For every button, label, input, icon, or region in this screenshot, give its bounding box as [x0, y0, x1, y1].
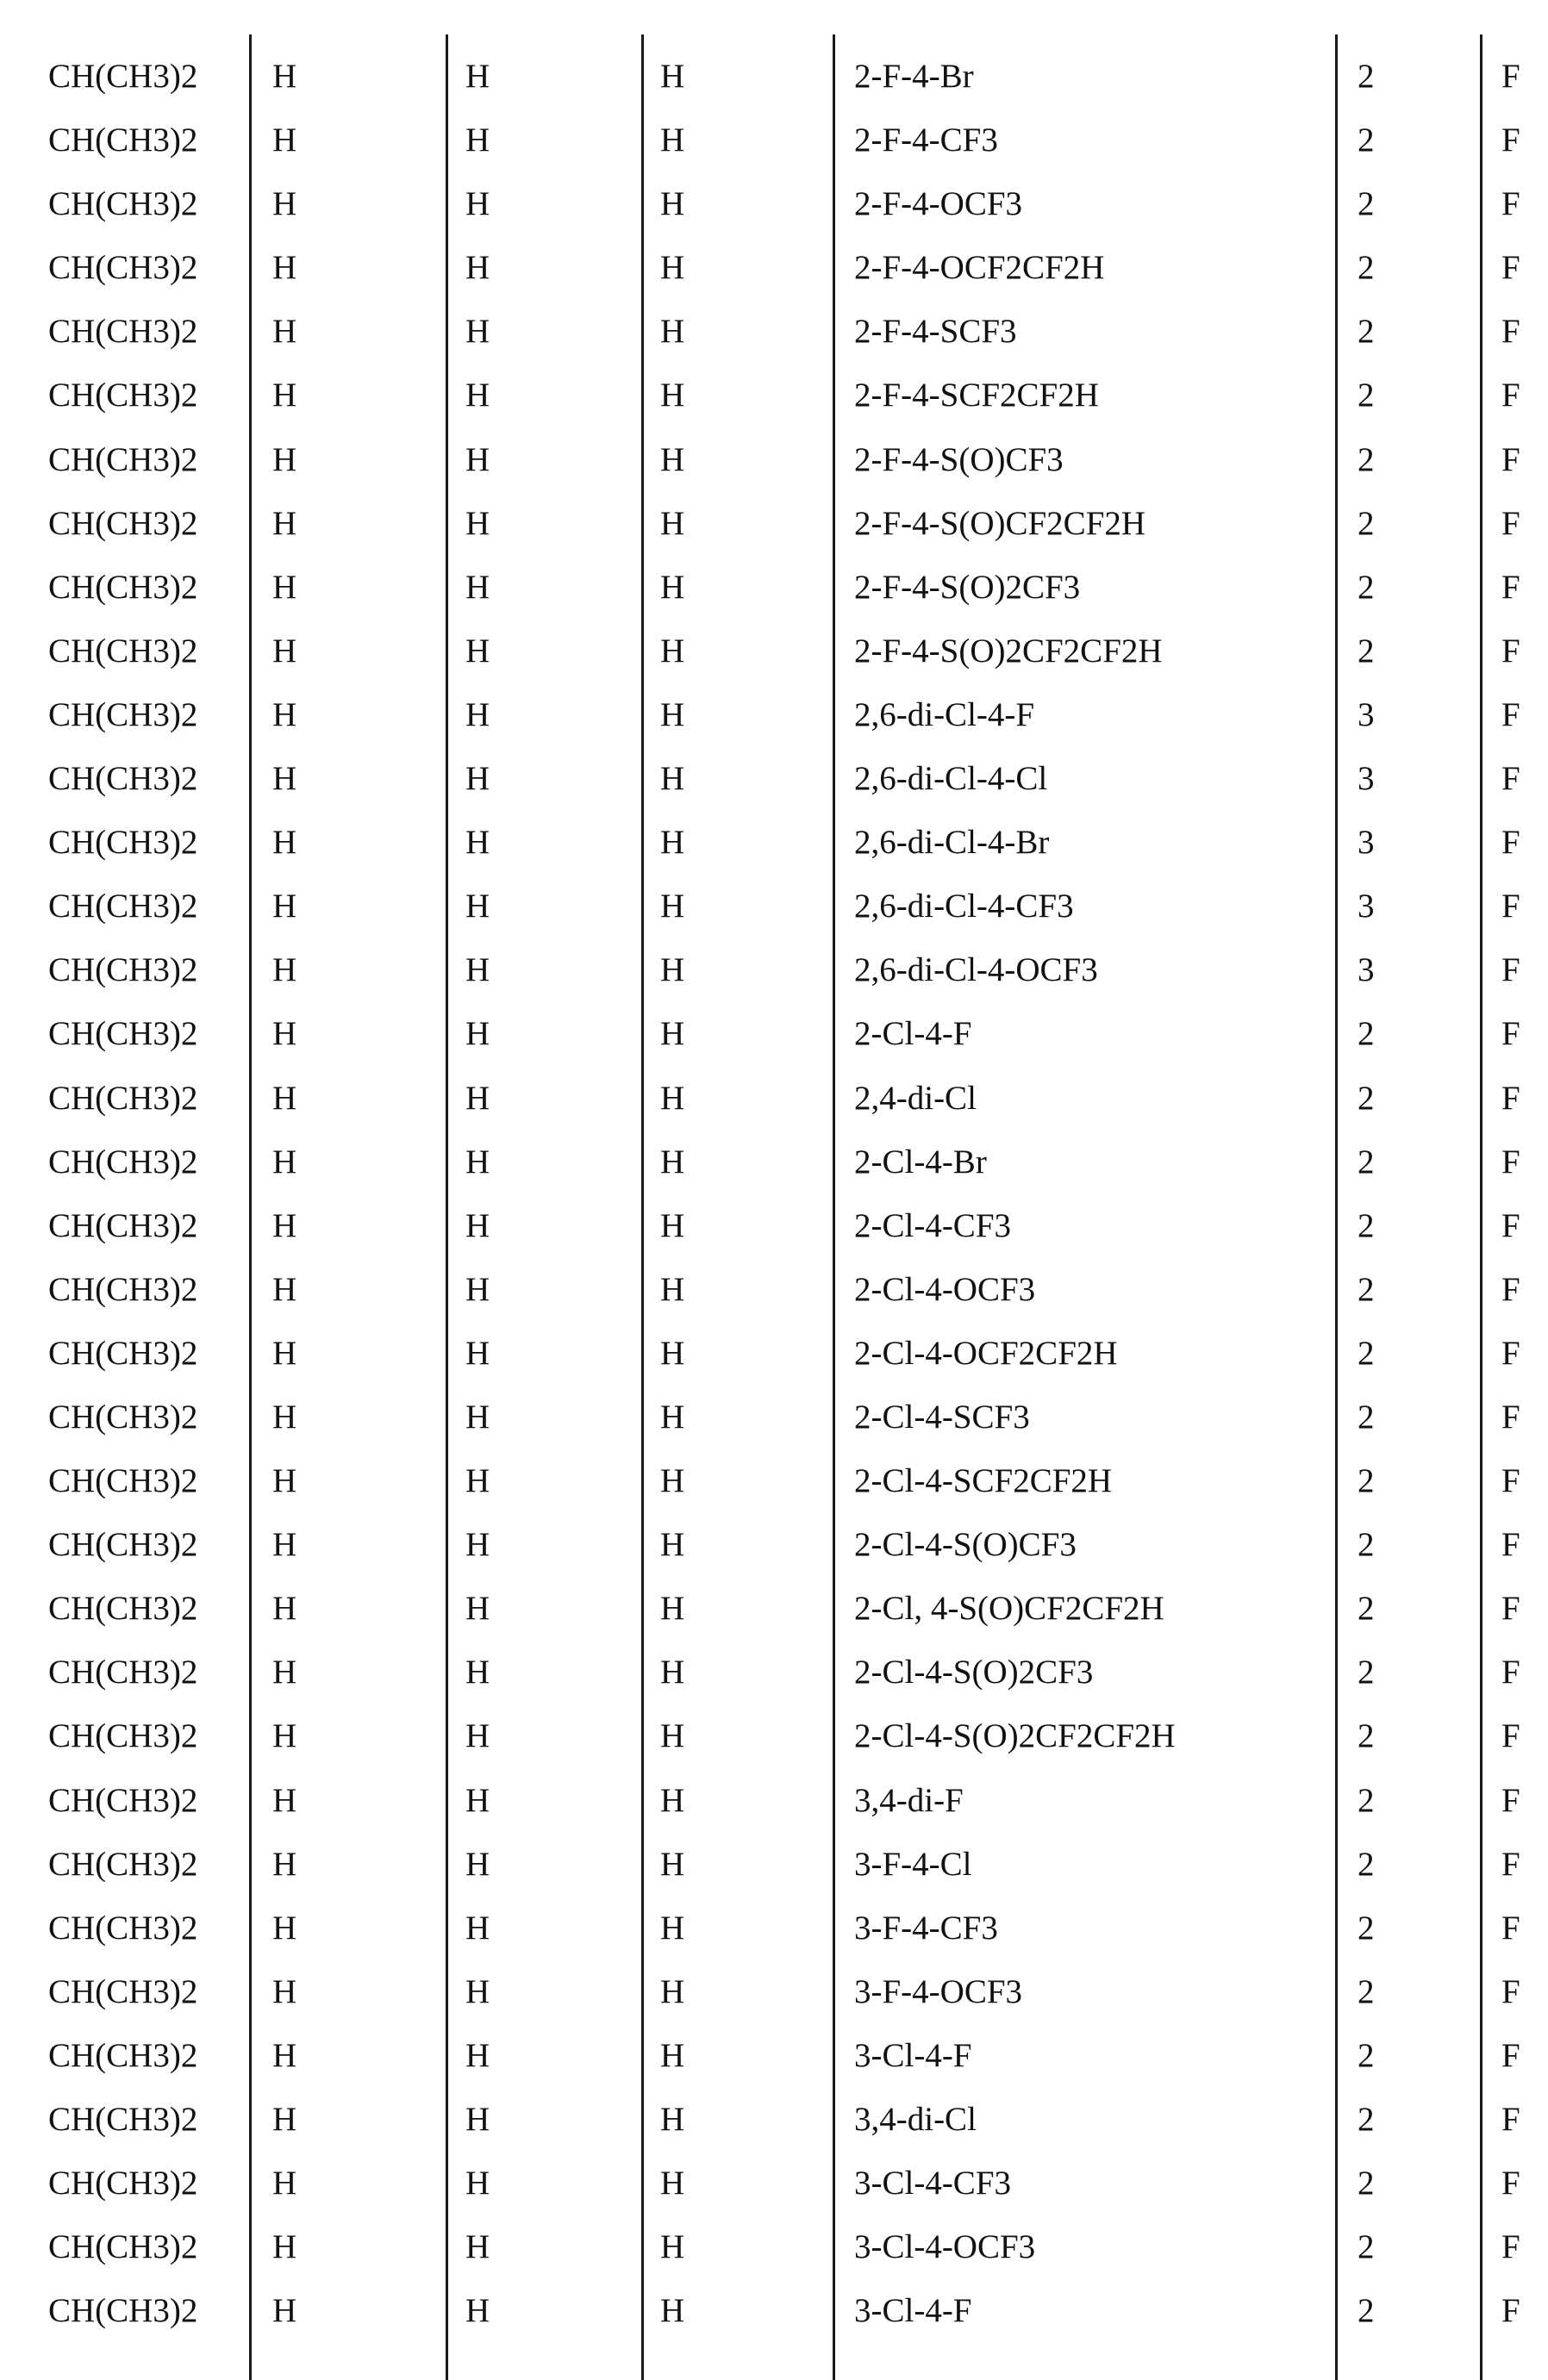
table-cell: H [272, 1513, 296, 1577]
table-row [0, 1258, 1548, 1322]
table-cell: CH(CH3)2 [48, 1513, 197, 1577]
table-cell: CH(CH3)2 [48, 1131, 197, 1194]
table-cell: H [660, 1897, 684, 1960]
table-cell: 2-Cl-4-SCF3 [854, 1386, 1030, 1449]
table-cell: H [465, 875, 490, 938]
table-cell: CH(CH3)2 [48, 1322, 197, 1386]
table-cell: 2 [1358, 1897, 1375, 1960]
table-cell: 2 [1358, 556, 1375, 620]
table-cell: H [465, 1897, 490, 1960]
table-cell: 2 [1358, 1833, 1375, 1897]
table-cell: CH(CH3)2 [48, 1641, 197, 1704]
table-cell: F [1501, 1960, 1520, 2024]
table-cell: 3-Cl-4-F [854, 2024, 972, 2088]
table-cell: CH(CH3)2 [48, 492, 197, 556]
table-cell: H [272, 236, 296, 300]
table-cell: CH(CH3)2 [48, 1704, 197, 1768]
table-cell: H [465, 428, 490, 492]
table-cell: 3-Cl-4-OCF3 [854, 2215, 1035, 2279]
table-row [0, 875, 1548, 938]
table-cell: F [1501, 2024, 1520, 2088]
table-row [0, 747, 1548, 811]
table-cell: CH(CH3)2 [48, 1897, 197, 1960]
table-cell: H [272, 1897, 296, 1960]
table-cell: F [1501, 938, 1520, 1002]
table-cell: 2 [1358, 620, 1375, 683]
table-row [0, 620, 1548, 683]
table-cell: 2-F-4-S(O)2CF3 [854, 556, 1080, 620]
table-cell: H [272, 2215, 296, 2279]
table-cell: H [465, 2215, 490, 2279]
table-cell: CH(CH3)2 [48, 1449, 197, 1513]
table-cell: 2,6-di-Cl-4-Cl [854, 747, 1047, 811]
table-cell: F [1501, 45, 1520, 109]
table-cell: H [465, 172, 490, 236]
table-cell: F [1501, 1577, 1520, 1641]
table-cell: H [660, 2279, 684, 2343]
table-cell: 2-F-4-Br [854, 45, 974, 109]
table-cell: F [1501, 300, 1520, 364]
table-cell: F [1501, 1769, 1520, 1833]
table-row [0, 1577, 1548, 1641]
table-row [0, 1002, 1548, 1066]
table-cell: 3-Cl-4-CF3 [854, 2152, 1011, 2215]
table-cell: H [272, 1258, 296, 1322]
table-cell: 2 [1358, 236, 1375, 300]
table-cell: H [272, 938, 296, 1002]
table-cell: F [1501, 1386, 1520, 1449]
table-cell: 2-F-4-OCF3 [854, 172, 1022, 236]
table-row [0, 1513, 1548, 1577]
table-cell: H [272, 875, 296, 938]
table-row [0, 938, 1548, 1002]
table-cell: 2 [1358, 1704, 1375, 1768]
table-cell: 2-F-4-SCF2CF2H [854, 364, 1099, 427]
table-cell: 2 [1358, 1067, 1375, 1131]
table-cell: F [1501, 1002, 1520, 1066]
table-cell: 3-F-4-Cl [854, 1833, 972, 1897]
table-cell: H [465, 1704, 490, 1768]
table-row [0, 45, 1548, 109]
table-cell: H [660, 2215, 684, 2279]
table-cell: H [660, 1960, 684, 2024]
table-cell: F [1501, 364, 1520, 427]
table-cell: H [465, 2088, 490, 2152]
table-cell: 2 [1358, 2279, 1375, 2343]
table-cell: F [1501, 1704, 1520, 1768]
table-cell: F [1501, 1449, 1520, 1513]
table-cell: 2 [1358, 172, 1375, 236]
table-cell: H [660, 1449, 684, 1513]
table-cell: F [1501, 875, 1520, 938]
table-cell: 2 [1358, 1960, 1375, 2024]
table-cell: 2,6-di-Cl-4-OCF3 [854, 938, 1098, 1002]
table-cell: H [272, 1002, 296, 1066]
table-cell: F [1501, 236, 1520, 300]
table-cell: 2 [1358, 428, 1375, 492]
table-cell: F [1501, 1641, 1520, 1704]
table-cell: 2 [1358, 1131, 1375, 1194]
table-cell: 3,4-di-F [854, 1769, 964, 1833]
table-row [0, 364, 1548, 427]
table-cell: 2-Cl-4-CF3 [854, 1194, 1011, 1258]
table-row [0, 556, 1548, 620]
table-cell: H [660, 172, 684, 236]
table-cell: H [465, 1513, 490, 1577]
table-cell: H [465, 1769, 490, 1833]
table-cell: H [660, 2024, 684, 2088]
table-cell: H [465, 2279, 490, 2343]
table-cell: 2 [1358, 1449, 1375, 1513]
table-cell: 3 [1358, 747, 1375, 811]
table-row [0, 236, 1548, 300]
table-row [0, 172, 1548, 236]
table-cell: H [660, 2152, 684, 2215]
table-cell: H [272, 2279, 296, 2343]
table-row [0, 109, 1548, 172]
table-cell: CH(CH3)2 [48, 364, 197, 427]
table-cell: H [465, 683, 490, 747]
table-cell: H [465, 1960, 490, 2024]
table-cell: CH(CH3)2 [48, 1194, 197, 1258]
table-cell: 2 [1358, 2152, 1375, 2215]
table-cell: H [272, 747, 296, 811]
table-cell: CH(CH3)2 [48, 2152, 197, 2215]
table-cell: F [1501, 172, 1520, 236]
table-row [0, 1769, 1548, 1833]
table-cell: H [660, 300, 684, 364]
table-cell: 2-F-4-CF3 [854, 109, 998, 172]
table-cell: H [465, 1449, 490, 1513]
table-cell: CH(CH3)2 [48, 811, 197, 875]
table-cell: 2-F-4-S(O)CF2CF2H [854, 492, 1145, 556]
table-cell: 2 [1358, 1641, 1375, 1704]
table-cell: H [465, 109, 490, 172]
table-cell: H [660, 1131, 684, 1194]
table-cell: 2 [1358, 45, 1375, 109]
table-row [0, 2088, 1548, 2152]
table-cell: F [1501, 1258, 1520, 1322]
table-row [0, 2152, 1548, 2215]
table-cell: H [660, 45, 684, 109]
table-cell: F [1501, 109, 1520, 172]
table-cell: 2-Cl-4-S(O)2CF2CF2H [854, 1704, 1176, 1768]
table-cell: H [465, 1641, 490, 1704]
table-row [0, 1833, 1548, 1897]
table-cell: H [660, 1577, 684, 1641]
table-cell: F [1501, 1833, 1520, 1897]
table-cell: 2 [1358, 364, 1375, 427]
table-cell: 2-Cl-4-F [854, 1002, 972, 1066]
table-cell: H [465, 1577, 490, 1641]
table-cell: F [1501, 428, 1520, 492]
table-cell: CH(CH3)2 [48, 938, 197, 1002]
table-cell: 2-F-4-S(O)CF3 [854, 428, 1064, 492]
table-cell: H [660, 1704, 684, 1768]
table-cell: H [272, 2152, 296, 2215]
table-cell: F [1501, 811, 1520, 875]
table-cell: 3-F-4-CF3 [854, 1897, 998, 1960]
table-cell: H [272, 1131, 296, 1194]
table-row [0, 683, 1548, 747]
table-cell: H [272, 1194, 296, 1258]
table-row [0, 492, 1548, 556]
table-row [0, 1449, 1548, 1513]
table-cell: CH(CH3)2 [48, 428, 197, 492]
table-cell: CH(CH3)2 [48, 45, 197, 109]
table-cell: F [1501, 556, 1520, 620]
table-cell: CH(CH3)2 [48, 2024, 197, 2088]
table-cell: H [465, 811, 490, 875]
table-cell: H [465, 1067, 490, 1131]
table-cell: H [272, 300, 296, 364]
table-cell: CH(CH3)2 [48, 620, 197, 683]
table-cell: H [272, 1577, 296, 1641]
table-cell: CH(CH3)2 [48, 875, 197, 938]
table-cell: H [465, 2024, 490, 2088]
table-cell: H [660, 683, 684, 747]
table-cell: H [272, 2024, 296, 2088]
table-cell: CH(CH3)2 [48, 2279, 197, 2343]
table-cell: CH(CH3)2 [48, 300, 197, 364]
table-cell: 2 [1358, 1002, 1375, 1066]
table-cell: H [465, 938, 490, 1002]
table-row [0, 1897, 1548, 1960]
table-cell: CH(CH3)2 [48, 1067, 197, 1131]
table-cell: 2 [1358, 1386, 1375, 1449]
table-cell: H [465, 1258, 490, 1322]
table-row [0, 1322, 1548, 1386]
table-cell: 2 [1358, 1577, 1375, 1641]
table-cell: H [465, 747, 490, 811]
table-cell: H [465, 300, 490, 364]
table-cell: CH(CH3)2 [48, 556, 197, 620]
table-cell: 2 [1358, 109, 1375, 172]
table-cell: H [272, 811, 296, 875]
table-cell: CH(CH3)2 [48, 236, 197, 300]
table-cell: CH(CH3)2 [48, 1769, 197, 1833]
table-cell: H [272, 1322, 296, 1386]
table-cell: H [272, 172, 296, 236]
table-cell: H [465, 1194, 490, 1258]
table-cell: 2 [1358, 1322, 1375, 1386]
table-cell: 2 [1358, 1194, 1375, 1258]
table-cell: F [1501, 1131, 1520, 1194]
table-cell: H [272, 2088, 296, 2152]
table-row [0, 2279, 1548, 2343]
table-cell: H [660, 1513, 684, 1577]
table-cell: F [1501, 1513, 1520, 1577]
table-cell: CH(CH3)2 [48, 2088, 197, 2152]
table-cell: H [465, 1322, 490, 1386]
table-cell: H [465, 556, 490, 620]
table-cell: H [465, 1833, 490, 1897]
table-row [0, 428, 1548, 492]
table-cell: CH(CH3)2 [48, 747, 197, 811]
table-cell: F [1501, 1067, 1520, 1131]
table-cell: H [660, 875, 684, 938]
table-cell: H [272, 1641, 296, 1704]
table-cell: CH(CH3)2 [48, 2215, 197, 2279]
table-cell: 2,6-di-Cl-4-Br [854, 811, 1049, 875]
table-cell: H [465, 1386, 490, 1449]
table-cell: 3 [1358, 811, 1375, 875]
table-cell: F [1501, 683, 1520, 747]
table-row [0, 811, 1548, 875]
table-cell: 2-F-4-SCF3 [854, 300, 1017, 364]
table-cell: H [660, 938, 684, 1002]
table-cell: 2-Cl-4-OCF3 [854, 1258, 1035, 1322]
table-cell: 2-Cl-4-S(O)2CF3 [854, 1641, 1093, 1704]
table-cell: 2,6-di-Cl-4-F [854, 683, 1034, 747]
table-row [0, 1067, 1548, 1131]
table-cell: H [272, 1704, 296, 1768]
table-cell: CH(CH3)2 [48, 1002, 197, 1066]
table-cell: 2 [1358, 492, 1375, 556]
table-cell: H [660, 236, 684, 300]
table-cell: H [272, 1769, 296, 1833]
table-cell: H [272, 556, 296, 620]
table-cell: 3-F-4-OCF3 [854, 1960, 1022, 2024]
table-cell: H [272, 1067, 296, 1131]
table-cell: F [1501, 1322, 1520, 1386]
table-cell: H [660, 1002, 684, 1066]
table-cell: 2-Cl-4-S(O)CF3 [854, 1513, 1077, 1577]
table-cell: H [465, 492, 490, 556]
table-cell: H [660, 492, 684, 556]
table-cell: H [660, 811, 684, 875]
table-cell: 2-Cl-4-SCF2CF2H [854, 1449, 1112, 1513]
table-cell: H [465, 364, 490, 427]
table-cell: H [660, 1769, 684, 1833]
table-cell: H [272, 1386, 296, 1449]
table-cell: 2-Cl-4-Br [854, 1131, 987, 1194]
table-cell: F [1501, 620, 1520, 683]
table-cell: 2 [1358, 2215, 1375, 2279]
table-cell: 2 [1358, 1258, 1375, 1322]
table-cell: 3 [1358, 875, 1375, 938]
table-cell: CH(CH3)2 [48, 172, 197, 236]
table-cell: H [465, 236, 490, 300]
table-cell: F [1501, 2152, 1520, 2215]
table-cell: 2 [1358, 300, 1375, 364]
table-cell: CH(CH3)2 [48, 109, 197, 172]
table-cell: F [1501, 2279, 1520, 2343]
table-cell: H [465, 45, 490, 109]
table-cell: F [1501, 747, 1520, 811]
table-cell: H [272, 428, 296, 492]
table-cell: 3,4-di-Cl [854, 2088, 977, 2152]
table-cell: 3-Cl-4-F [854, 2279, 972, 2343]
table-cell: H [272, 1833, 296, 1897]
table-cell: CH(CH3)2 [48, 1960, 197, 2024]
table-cell: 2 [1358, 2024, 1375, 2088]
table-cell: 2-Cl, 4-S(O)CF2CF2H [854, 1577, 1164, 1641]
table-cell: H [272, 492, 296, 556]
table-cell: H [660, 620, 684, 683]
table-cell: F [1501, 492, 1520, 556]
table-cell: H [660, 556, 684, 620]
table-body [0, 45, 1548, 2343]
table-cell: 2 [1358, 2088, 1375, 2152]
table-cell: H [465, 2152, 490, 2215]
table-cell: H [660, 1322, 684, 1386]
table-cell: H [272, 683, 296, 747]
table-cell: H [660, 1067, 684, 1131]
table-cell: H [660, 747, 684, 811]
table-cell: 2-F-4-OCF2CF2H [854, 236, 1104, 300]
table-cell: F [1501, 2088, 1520, 2152]
table-cell: 2-F-4-S(O)2CF2CF2H [854, 620, 1163, 683]
table-cell: H [660, 1386, 684, 1449]
table-cell: H [660, 428, 684, 492]
table-cell: CH(CH3)2 [48, 683, 197, 747]
table-cell: H [660, 2088, 684, 2152]
table-cell: H [660, 109, 684, 172]
table-row [0, 1641, 1548, 1704]
table-row [0, 2024, 1548, 2088]
table-cell: H [272, 109, 296, 172]
table-cell: H [660, 1194, 684, 1258]
table-row [0, 2215, 1548, 2279]
table-cell: H [272, 620, 296, 683]
table-cell: H [660, 1258, 684, 1322]
table-row [0, 300, 1548, 364]
table-cell: F [1501, 2215, 1520, 2279]
table-cell: CH(CH3)2 [48, 1386, 197, 1449]
table-cell: H [465, 620, 490, 683]
table-cell: H [465, 1002, 490, 1066]
table-row [0, 1960, 1548, 2024]
table-cell: 2 [1358, 1513, 1375, 1577]
table-cell: 3 [1358, 683, 1375, 747]
table-row [0, 1131, 1548, 1194]
table-cell: 2,4-di-Cl [854, 1067, 977, 1131]
table-cell: H [272, 1960, 296, 2024]
table-row [0, 1194, 1548, 1258]
table-cell: 2-Cl-4-OCF2CF2H [854, 1322, 1118, 1386]
table-cell: H [272, 364, 296, 427]
table-cell: 3 [1358, 938, 1375, 1002]
table-cell: H [272, 45, 296, 109]
table-cell: H [660, 364, 684, 427]
table-cell: H [660, 1833, 684, 1897]
table-cell: H [660, 1641, 684, 1704]
table-cell: 2,6-di-Cl-4-CF3 [854, 875, 1074, 938]
table-cell: F [1501, 1897, 1520, 1960]
table-row [0, 1704, 1548, 1768]
table-cell: 2 [1358, 1769, 1375, 1833]
table-cell: F [1501, 1194, 1520, 1258]
table-cell: CH(CH3)2 [48, 1577, 197, 1641]
table-cell: H [465, 1131, 490, 1194]
table-row [0, 1386, 1548, 1449]
table-cell: H [272, 1449, 296, 1513]
table-cell: CH(CH3)2 [48, 1258, 197, 1322]
table-cell: CH(CH3)2 [48, 1833, 197, 1897]
